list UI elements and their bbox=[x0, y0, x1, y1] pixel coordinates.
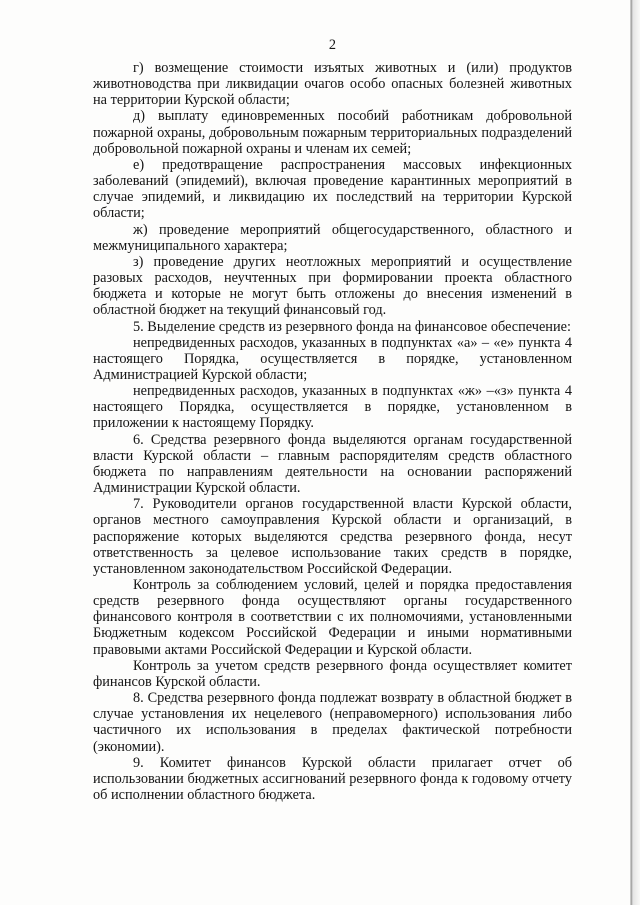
paragraph-item-6: 6. Средства резервного фонда выделяются органам государственной власти Курской области – главным распорядителям средств областного бюджета по направлениям деятельности на основании распоряжений Администрации Курской области. bbox=[93, 431, 572, 497]
paragraph-subitem-zh: ж) проведение мероприятий общегосударственного, областного и межмуниципального характера; bbox=[93, 221, 572, 254]
paragraph-item-5-part-2: непредвиденных расходов, указанных в подпунктах «ж» –«з» пункта 4 настоящего Порядка, осуществляется в порядке, установленном в приложении к настоящему Порядку. bbox=[93, 383, 572, 432]
paragraph-item-8: 8. Средства резервного фонда подлежат возврату в областной бюджет в случае установления их нецелевого (неправомерного) использования либо частичного их использования в пределах фактической потребности (экономии). bbox=[93, 690, 572, 755]
paragraph-item-5-part-1: непредвиденных расходов, указанных в подпунктах «а» – «е» пункта 4 настоящего Порядка, осуществляется в порядке, установленном Администрацией Курской области; bbox=[93, 334, 572, 383]
paragraph-item-9: 9. Комитет финансов Курской области прилагает отчет об использовании бюджетных ассигнований резервного фонда к годовому отчету об исполнении областного бюджета. bbox=[93, 754, 572, 804]
paragraph-control-accounting: Контроль за учетом средств резервного фонда осуществляет комитет финансов Курской области. bbox=[93, 657, 572, 690]
paragraph-subitem-g: г) возмещение стоимости изъятых животных и (или) продуктов животноводства при ликвидации очагов особо опасных болезней животных на территории Курской области; bbox=[93, 60, 572, 109]
page-number: 2 bbox=[328, 37, 337, 53]
paragraph-item-7: 7. Руководители органов государственной власти Курской области, органов местного самоуправления Курской области и организаций, в распоряжение которых выделяются средства резервного фонда, несут ответственность за целевое использование таких средств в порядке, установленном законодательством Российской Федерации. bbox=[93, 496, 572, 577]
paragraph-subitem-z: з) проведение других неотложных мероприятий и осуществление разовых расходов, неучтенных при формировании проекта областного бюджета и которые не могут быть отложены до внесения изменений в областной бюджет на текущий финансовый год. bbox=[93, 253, 572, 319]
scan-edge-shadow bbox=[628, 0, 640, 905]
paragraph-subitem-d: д) выплату единовременных пособий работникам добровольной пожарной охраны, добровольным пожарным территориальных подразделений добровольной пожарной охраны и членам их семей; bbox=[93, 108, 572, 157]
paragraph-control-conditions: Контроль за соблюдением условий, целей и порядка предоставления средств резервного фонда осуществляют органы государственного финансового контроля в соответствии с их полномочиями, установленными Бюджетным кодексом Российской Федерации и иными нормативными правовыми актами Российской Федерации и Курской области. bbox=[93, 577, 572, 658]
paragraph-item-5: 5. Выделение средств из резервного фонда на финансовое обеспечение: bbox=[133, 318, 571, 335]
document-body bbox=[93, 60, 572, 803]
paragraph-subitem-e: е) предотвращение распространения массовых инфекционных заболеваний (эпидемий), включая проведение карантинных мероприятий в случае эпидемий, и ликвидацию их последствий на территории Курской области; bbox=[93, 156, 572, 222]
